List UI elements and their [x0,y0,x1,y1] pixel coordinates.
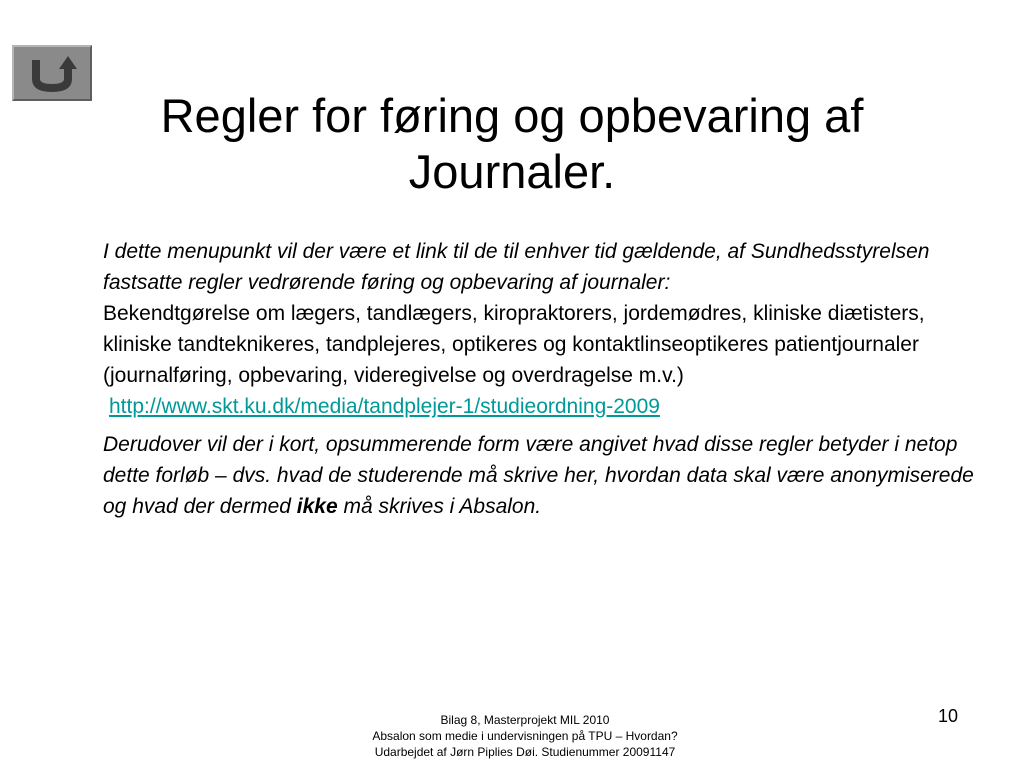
summary-paragraph [103,429,983,522]
footer-line-3: Udarbejdet af Jørn Piplies Døi. Studienummer 20091147 [374,745,676,759]
footer-line-1: Bilag 8, Masterprojekt MIL 2010 [440,713,610,727]
regulation-paragraph: Bekendtgørelse om lægers, tandlægers, kiropraktorers, jordemødres, kliniske diætisters, kliniske tandteknikeres, tandplejeres, optikeres og kontaktlinseoptikeres patientjournaler (journalføring, opbevaring, videregivelse og overdragelse m.v.) [103,302,925,387]
title-line-2: Journaler. [408,145,616,198]
intro-paragraph: I dette menupunkt vil der være et link til de til enhver tid gældende, af Sundhedsstyrelsen fastsatte regler vedrørende føring og opbevaring af journaler: [103,240,930,294]
slide-footer [0,712,1024,760]
summary-emphasis: ikke [296,495,338,518]
summary-text-end: må skrives i Absalon. [337,495,542,518]
regulation-link[interactable]: http://www.skt.ku.dk/media/tandplejer-1/studieordning-2009 [109,395,660,418]
title-line-1: Regler for føring og opbevaring af [160,89,864,142]
page-number: 10 [938,706,959,726]
summary-text: Derudover vil der i kort, opsummerende form være angivet hvad disse regler betyder i netop dette forløb – dvs. hvad de studerende må skrive her, hvordan data skal være anonymiserede og hvad der dermed [103,433,974,518]
slide-title [0,88,1024,200]
slide-body [103,236,983,522]
footer-line-2: Absalon som medie i undervisningen på TPU – Hvordan? [372,729,678,743]
